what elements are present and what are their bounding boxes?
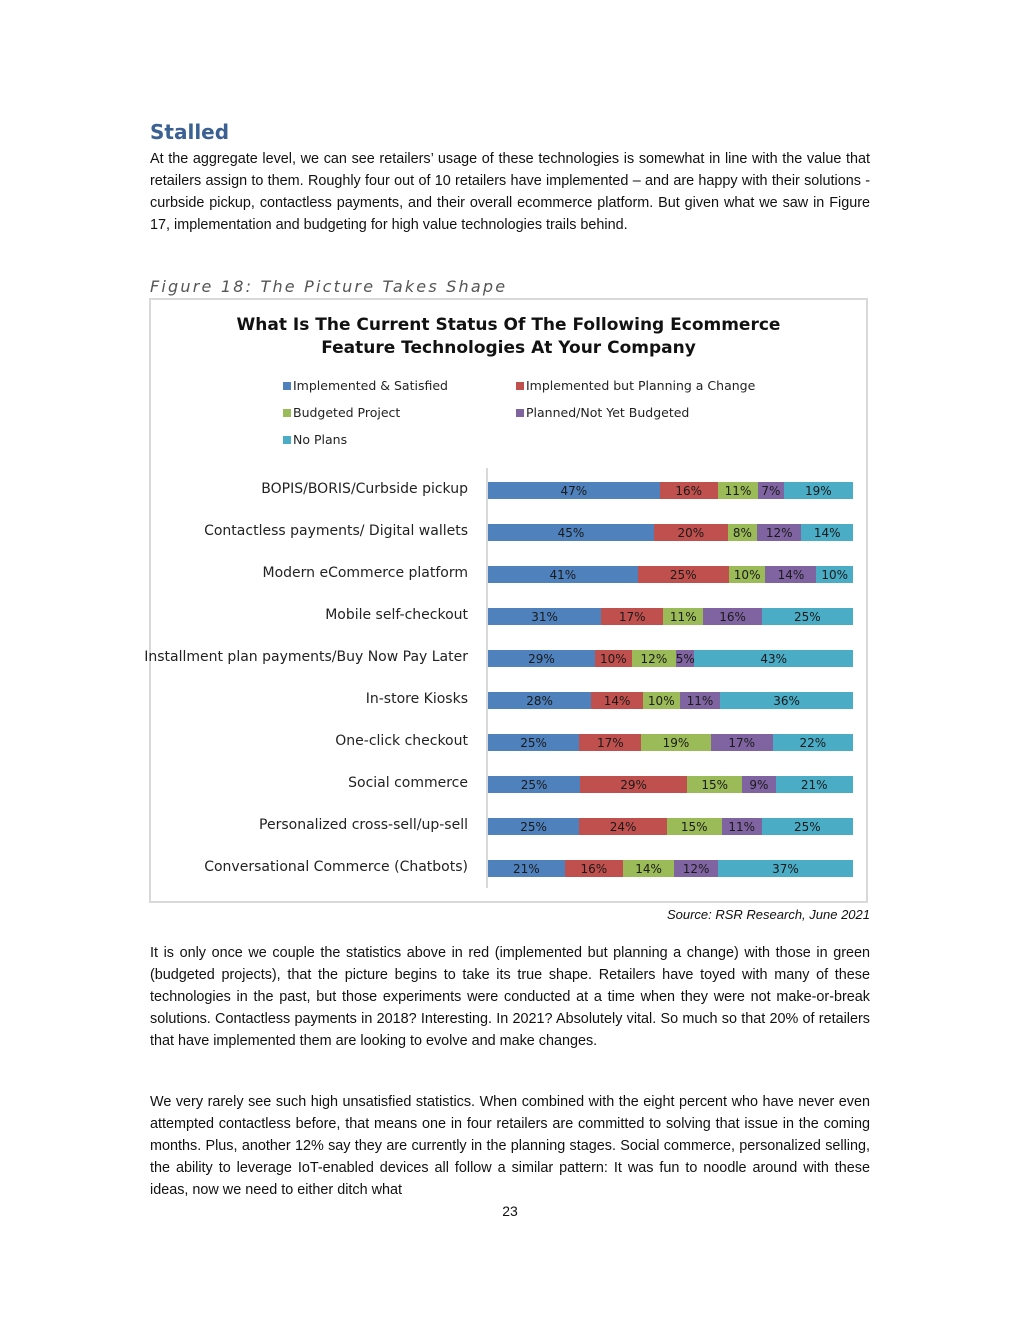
bar-segment: 20%: [654, 524, 728, 541]
stacked-bar: [488, 482, 853, 499]
bar-segment: 5%: [676, 651, 695, 666]
legend-swatch: [283, 409, 291, 417]
bar-segment: 41%: [488, 566, 638, 583]
stacked-bar: [488, 734, 853, 751]
bar-segment: 31%: [488, 608, 601, 625]
bar-segment: 19%: [641, 734, 710, 751]
bar-segment: 12%: [674, 860, 718, 877]
figure-caption: Figure 18: The Picture Takes Shape: [150, 277, 508, 296]
bar-segment: 25%: [488, 734, 579, 751]
category-label: Conversational Commerce (Chatbots): [204, 859, 468, 875]
bar-segment: 9%: [742, 776, 775, 793]
bar-segment: 10%: [729, 566, 766, 583]
section-heading: Stalled: [150, 120, 230, 144]
bar-segment: 25%: [762, 608, 853, 625]
legend-swatch: [516, 382, 524, 390]
category-label: One-click checkout: [335, 733, 468, 749]
bar-segment: 45%: [488, 524, 654, 541]
body-paragraph-2: It is only once we couple the statistics above in red (implemented but planning a change) with those in green (budgeted projects), that the picture begins to take its true shape. Retailers have toyed with many of these technologies in the past, but those experiments were conducted at a time when they were not make-or-break solutions. Contactless payments in 2018? Interesting. In 2021? Absolutely vital. So much so that 20% of retailers that have implemented them are looking to evolve and make changes.: [150, 945, 870, 1049]
bar-segment: 11%: [718, 482, 758, 499]
bar-segment: 16%: [660, 482, 718, 499]
stacked-bar: [488, 776, 853, 793]
legend-item: [283, 378, 448, 393]
chart-title-line-1: What Is The Current Status Of The Following Ecommerce: [236, 315, 781, 335]
bar-segment: 17%: [579, 734, 641, 751]
bar-segment: 11%: [680, 692, 721, 709]
bar-segment: 37%: [718, 860, 853, 877]
intro-paragraph: At the aggregate level, we can see retailers’ usage of these technologies is somewhat in line with the value that retailers assign to them. Roughly four out of 10 retailers have implemented – and are happy with their solutions - curbside pickup, contactless payments, and their overall ecommerce platform. But given what we saw in Figure 17, implementation and budgeting for high value technologies trails behind.: [150, 151, 870, 233]
bar-segment: 12%: [757, 524, 801, 541]
bar-segment: 29%: [580, 776, 687, 793]
legend-label: No Plans: [293, 432, 348, 447]
bar-segment: 43%: [694, 650, 853, 667]
stacked-bar: [488, 524, 853, 541]
bar-segment: 15%: [687, 776, 742, 793]
bar-segment: 16%: [565, 860, 623, 877]
bar-segment: 15%: [667, 818, 722, 835]
bar-segment: 25%: [638, 566, 729, 583]
category-label: Installment plan payments/Buy Now Pay Later: [144, 649, 468, 665]
bar-segment: 29%: [488, 650, 595, 667]
bar-segment: 36%: [720, 692, 853, 709]
stacked-bar: [488, 860, 853, 877]
category-label: In-store Kiosks: [365, 691, 468, 707]
stacked-bar: [488, 650, 853, 667]
legend-item: [516, 405, 689, 420]
legend-item: [283, 432, 347, 447]
legend-item: [283, 405, 400, 420]
legend-swatch: [516, 409, 524, 417]
stacked-bar: [488, 818, 853, 835]
legend-label: Planned/Not Yet Budgeted: [526, 405, 690, 420]
stacked-bar-chart: [144, 298, 868, 903]
bar-segment: 10%: [595, 650, 632, 667]
category-label: Contactless payments/ Digital wallets: [204, 523, 468, 539]
legend-item: [516, 378, 755, 393]
legend-label: Implemented but Planning a Change: [526, 378, 756, 393]
stacked-bar: [488, 692, 853, 709]
bar-segment: 24%: [579, 818, 667, 835]
legend-swatch: [283, 382, 291, 390]
bar-segment: 21%: [488, 860, 565, 877]
bar-segment: 17%: [711, 734, 773, 751]
bar-segment: 17%: [601, 608, 663, 625]
page-number: 23: [502, 1203, 518, 1219]
legend-swatch: [283, 436, 291, 444]
bar-segment: 25%: [488, 776, 580, 793]
legend-label: Implemented & Satisfied: [293, 378, 448, 393]
category-label: BOPIS/BORIS/Curbside pickup: [261, 481, 468, 497]
bar-segment: 25%: [762, 818, 853, 835]
bar-segment: 14%: [765, 566, 816, 583]
category-label: Social commerce: [348, 775, 468, 791]
bar-segment: 28%: [488, 692, 591, 709]
category-label: Modern eCommerce platform: [262, 565, 468, 581]
legend-label: Budgeted Project: [293, 405, 401, 420]
bar-segment: 16%: [703, 608, 761, 625]
figure-source: Source: RSR Research, June 2021: [666, 907, 870, 922]
bar-segment: 10%: [816, 566, 853, 583]
body-paragraph-3: We very rarely see such high unsatisfied statistics. When combined with the eight percent who have never even attempted contactless before, that means one in four retailers are committed to solving that issue in the coming months. Plus, another 12% say they are currently in the planning stages. Social commerce, personalized selling, the ability to leverage IoT-enabled devices all follow a similar pattern: It was fun to noodle around with these ideas, now we need to either ditch what: [150, 1094, 870, 1198]
stacked-bar: [488, 608, 853, 625]
bar-segment: 12%: [632, 650, 676, 667]
stacked-bar: [488, 566, 853, 583]
chart-title-line-2: Feature Technologies At Your Company: [321, 338, 696, 358]
bar-segment: 11%: [663, 608, 703, 625]
bar-segment: 8%: [728, 524, 757, 541]
chart-title: [151, 314, 866, 360]
bar-segment: 47%: [488, 482, 660, 499]
bar-segment: 11%: [722, 818, 762, 835]
category-label: Personalized cross-sell/up-sell: [259, 817, 468, 833]
bar-segment: 25%: [488, 818, 579, 835]
bar-segment: 14%: [623, 860, 674, 877]
bar-segment: 10%: [643, 692, 680, 709]
bar-segment: 7%: [758, 482, 784, 499]
bar-segment: 14%: [801, 524, 853, 541]
bar-segment: 21%: [776, 776, 853, 793]
bar-segment: 19%: [784, 482, 853, 499]
bar-segment: 14%: [591, 692, 643, 709]
category-label: Mobile self-checkout: [325, 607, 468, 623]
bar-segment: 22%: [773, 734, 853, 751]
